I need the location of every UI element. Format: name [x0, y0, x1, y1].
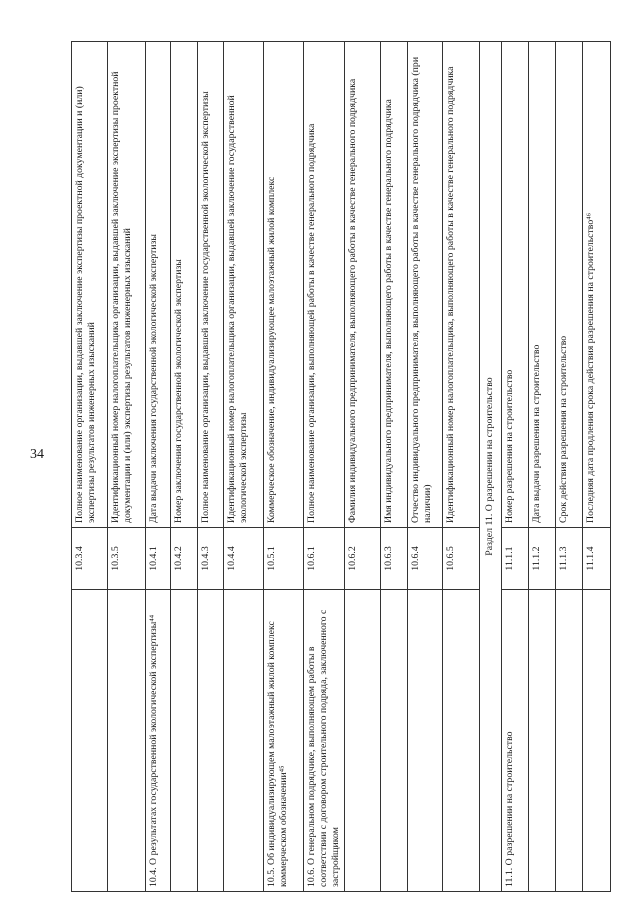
group-cell: 11.1. О разрешении на строительство	[501, 590, 528, 892]
table-row	[528, 42, 555, 892]
section-row	[479, 42, 501, 892]
code-cell: 10.6.4	[407, 528, 442, 590]
description-cell: Идентификационный номер налогоплательщика организации, выдавшей заключение экспертизы проектной документации и (или) экспертизы результатов инженерных изысканий	[108, 42, 146, 528]
table-row	[555, 42, 582, 892]
description-cell: Коммерческое обозначение, индивидуализирующее малоэтажный жилой комплекс	[264, 42, 304, 528]
code-cell: 10.3.4	[72, 528, 108, 590]
description-cell: Номер разрешения на строительство	[501, 42, 528, 528]
table-row	[344, 42, 380, 892]
code-cell: 10.3.5	[108, 528, 146, 590]
group-cell	[344, 590, 380, 892]
table-row	[108, 42, 146, 892]
group-cell	[528, 590, 555, 892]
section-title: Раздел 11. О разрешении на строительство	[479, 42, 501, 892]
group-cell	[108, 590, 146, 892]
group-cell: 10.5. Об индивидуализирующем малоэтажный жилой комплекс коммерческом обозначении⁴⁵	[264, 590, 304, 892]
group-cell: 10.6. О генеральном подрядчике, выполняющем работы в соответствии с договором строительного подряда, заключенного с застройщиком	[304, 590, 345, 892]
code-cell: 11.1.1	[501, 528, 528, 590]
code-cell: 10.6.2	[344, 528, 380, 590]
code-cell: 10.6.1	[304, 528, 345, 590]
group-cell	[224, 590, 264, 892]
description-cell: Фамилия индивидуального предпринимателя, выполняющего работы в качестве генерального подрядчика	[344, 42, 380, 528]
table-row	[442, 42, 479, 892]
code-cell: 10.4.4	[224, 528, 264, 590]
group-cell: 10.4. О результатах государственной экологической экспертизы⁴⁴	[146, 590, 171, 892]
table-row	[304, 42, 345, 892]
description-cell: Дата выдачи заключения государственной экологической экспертизы	[146, 42, 171, 528]
code-cell: 11.1.4	[582, 528, 610, 590]
description-cell: Последняя дата продления срока действия разрешения на строительство⁴⁶	[582, 42, 610, 528]
table-row	[146, 42, 171, 892]
code-cell: 10.4.2	[171, 528, 198, 590]
group-cell	[198, 590, 224, 892]
requirements-table	[71, 41, 611, 892]
table-row	[264, 42, 304, 892]
code-cell: 10.4.1	[146, 528, 171, 590]
table-row	[582, 42, 610, 892]
description-cell: Полное наименование организации, выдавшей заключение экспертизы проектной документации и (или) экспертизы результатов инженерных изысканий	[72, 42, 108, 528]
description-cell: Номер заключения государственной экологической экспертизы	[171, 42, 198, 528]
group-cell	[582, 590, 610, 892]
code-cell: 10.5.1	[264, 528, 304, 590]
group-cell	[380, 590, 407, 892]
table-row	[224, 42, 264, 892]
description-cell: Дата выдачи разрешения на строительство	[528, 42, 555, 528]
rotated-table-wrapper	[71, 42, 596, 892]
code-cell: 10.6.5	[442, 528, 479, 590]
table-row	[501, 42, 528, 892]
description-cell: Имя индивидуального предпринимателя, выполняющего работы в качестве генерального подрядчика	[380, 42, 407, 528]
description-cell: Срок действия разрешения на строительство	[555, 42, 582, 528]
code-cell: 11.1.3	[555, 528, 582, 590]
code-cell: 10.4.3	[198, 528, 224, 590]
page-number: 34	[30, 447, 44, 462]
group-cell	[555, 590, 582, 892]
description-cell: Отчество индивидуального предпринимателя, выполняющего работы в качестве генерального подрядчика (при наличии)	[407, 42, 442, 528]
table-row	[72, 42, 108, 892]
description-cell: Идентификационный номер налогоплательщика, выполняющего работы в качестве генерального подрядчика	[442, 42, 479, 528]
group-cell	[72, 590, 108, 892]
description-cell: Идентификационный номер налогоплательщика организации, выдавшей заключение государственной экологической экспертизы	[224, 42, 264, 528]
code-cell: 11.1.2	[528, 528, 555, 590]
group-cell	[171, 590, 198, 892]
table-row	[171, 42, 198, 892]
group-cell	[407, 590, 442, 892]
code-cell: 10.6.3	[380, 528, 407, 590]
table-row	[380, 42, 407, 892]
description-cell: Полное наименование организации, выдавшей заключение государственной экологической экспертизы	[198, 42, 224, 528]
table-row	[198, 42, 224, 892]
description-cell: Полное наименование организации, выполняющей работы в качестве генерального подрядчика	[304, 42, 345, 528]
group-cell	[442, 590, 479, 892]
table-row	[407, 42, 442, 892]
